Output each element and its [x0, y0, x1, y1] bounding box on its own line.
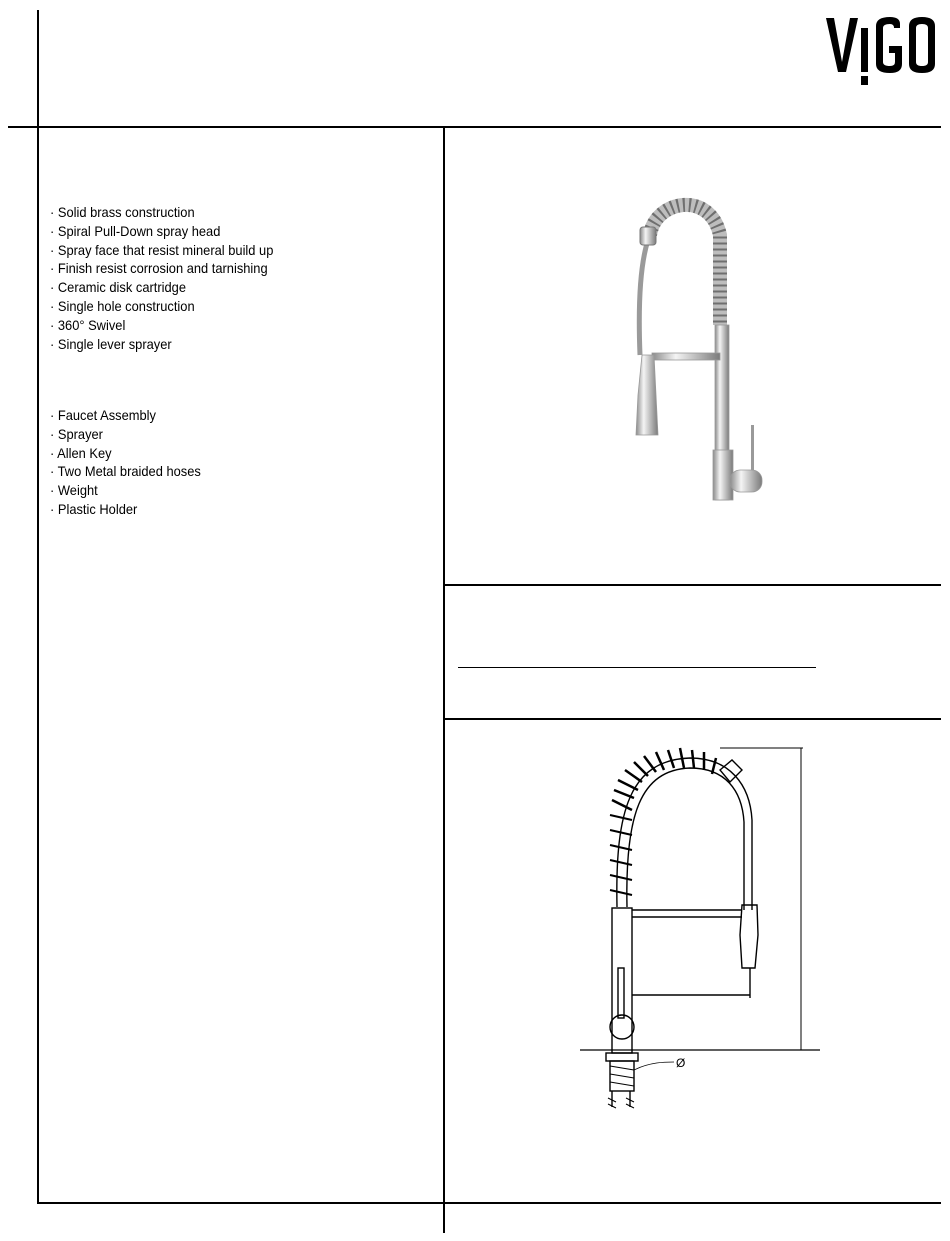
list-item: · Spray face that resist mineral build up: [50, 241, 274, 258]
column-divider: [443, 127, 445, 1233]
diameter-symbol: Ø: [676, 1056, 686, 1070]
header-divider: [8, 126, 941, 128]
drawing-section-divider: [444, 718, 941, 720]
list-item: · Finish resist corrosion and tarnishing: [50, 260, 268, 277]
faucet-technical-drawing: [570, 740, 830, 1120]
list-item: · Single lever sprayer: [50, 335, 172, 352]
list-item: · 360° Swivel: [50, 316, 126, 333]
vigo-logo: [824, 12, 936, 88]
faucet-product-photo: [620, 195, 780, 505]
list-item: · Spiral Pull-Down spray head: [50, 222, 221, 239]
list-item: · Weight: [50, 482, 98, 499]
footer-divider: [37, 1202, 941, 1204]
list-item: · Ceramic disk cartridge: [50, 279, 187, 296]
signature-line: [458, 667, 816, 668]
list-item: · Allen Key: [50, 444, 112, 461]
left-margin-rule: [37, 10, 39, 1203]
list-item: · Solid brass construction: [50, 204, 195, 220]
included-items-list: [50, 406, 214, 519]
photo-section-divider: [444, 584, 941, 586]
list-item: · Sprayer: [50, 425, 103, 442]
list-item: · Faucet Assembly: [50, 407, 156, 423]
list-item: · Two Metal braided hoses: [50, 463, 201, 480]
features-list: [50, 203, 293, 353]
list-item: · Plastic Holder: [50, 500, 138, 517]
list-item: · Single hole construction: [50, 297, 195, 314]
